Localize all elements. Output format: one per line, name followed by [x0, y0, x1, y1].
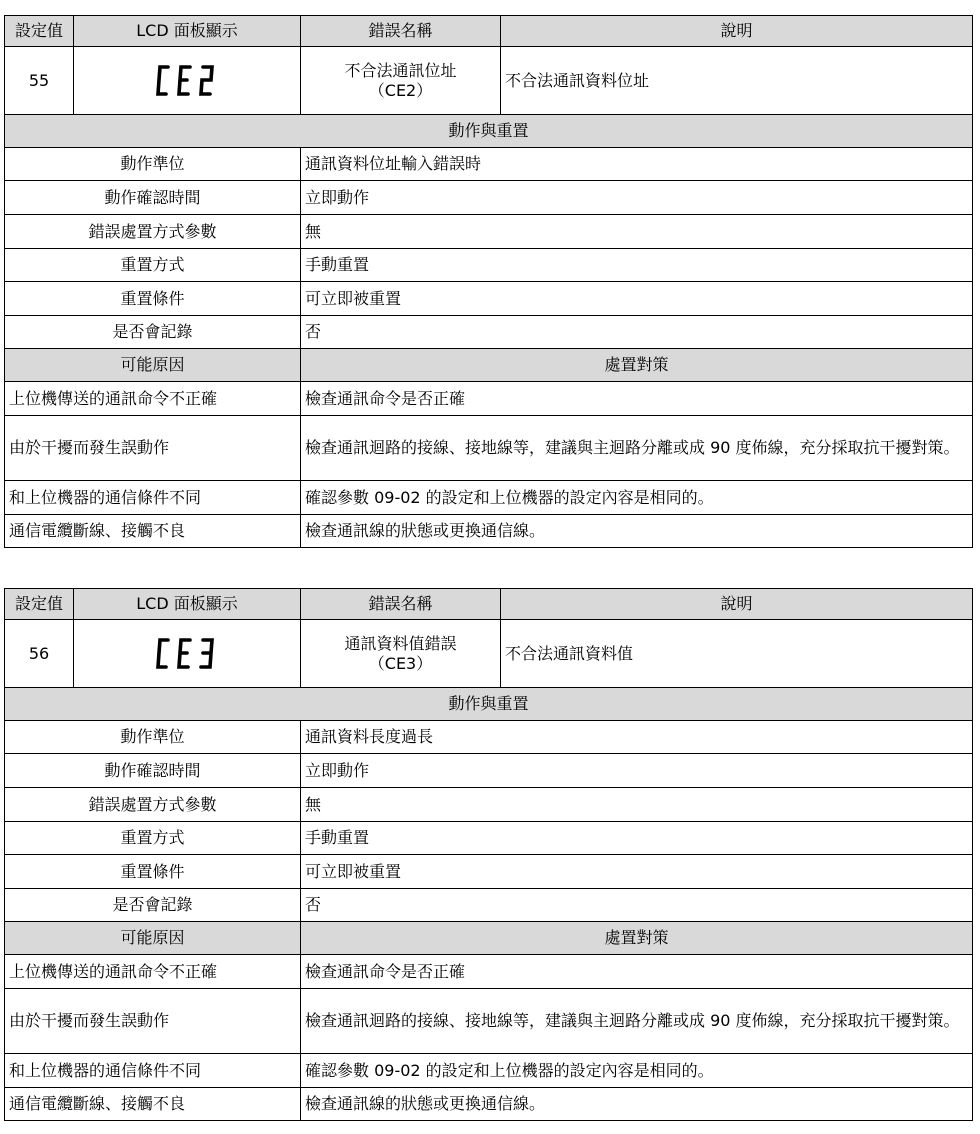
lcd-ce2-display [154, 64, 220, 98]
cause-row [5, 416, 973, 481]
detail-value: 無 [301, 788, 973, 822]
cause-header: 可能原因 [5, 349, 301, 382]
cause-row [5, 955, 973, 989]
detail-row [5, 282, 973, 316]
error-name [301, 47, 501, 115]
lcd-ce3-display [154, 637, 220, 671]
cause-row [5, 382, 973, 416]
detail-label: 重置條件 [5, 855, 301, 889]
detail-label: 動作準位 [5, 148, 301, 181]
detail-value: 否 [301, 316, 973, 349]
detail-value: 可立即被重置 [301, 282, 973, 316]
detail-row [5, 889, 973, 922]
detail-value: 通訊資料位址輸入錯誤時 [301, 148, 973, 181]
cause-header-row [5, 349, 973, 382]
section-title: 動作與重置 [5, 688, 973, 721]
solution-text: 檢查通訊命令是否正確 [301, 382, 973, 416]
detail-value: 立即動作 [301, 181, 973, 215]
header-error-name: 錯誤名稱 [301, 589, 501, 620]
error-summary-row [5, 47, 973, 115]
error-name-line2: （CE3） [368, 653, 433, 673]
header-row [5, 16, 973, 47]
solution-text: 確認參數 09-02 的設定和上位機器的設定內容是相同的。 [301, 481, 973, 515]
detail-value: 手動重置 [301, 822, 973, 855]
detail-row [5, 754, 973, 788]
header-row [5, 589, 973, 620]
solution-text: 確認參數 09-02 的設定和上位機器的設定內容是相同的。 [301, 1054, 973, 1088]
solution-text: 檢查通訊迴路的接線、接地線等，建議與主迴路分離或成 90 度佈線，充分採取抗干擾對策。 [301, 989, 973, 1054]
error-name-line1: 通訊資料值錯誤 [344, 633, 457, 653]
detail-row [5, 148, 973, 181]
detail-value: 無 [301, 215, 973, 249]
section-row [5, 115, 973, 148]
detail-value: 通訊資料長度過長 [301, 721, 973, 754]
error-name-line1: 不合法通訊位址 [344, 60, 457, 80]
header-error-name: 錯誤名稱 [301, 16, 501, 47]
header-lcd: LCD 面板顯示 [74, 16, 301, 47]
section-row [5, 688, 973, 721]
detail-label: 重置方式 [5, 822, 301, 855]
section-title: 動作與重置 [5, 115, 973, 148]
error-table-ce2 [4, 15, 973, 548]
lcd-display [74, 47, 301, 115]
detail-label: 重置方式 [5, 249, 301, 282]
header-set-value: 設定值 [5, 589, 74, 620]
solution-text: 檢查通訊命令是否正確 [301, 955, 973, 989]
detail-value: 否 [301, 889, 973, 922]
set-value: 56 [5, 620, 74, 688]
detail-row [5, 855, 973, 889]
error-summary-row [5, 620, 973, 688]
cause-text: 上位機傳送的通訊命令不正確 [5, 382, 301, 416]
solution-text: 檢查通訊迴路的接線、接地線等，建議與主迴路分離或成 90 度佈線，充分採取抗干擾對策。 [301, 416, 973, 481]
cause-text: 和上位機器的通信條件不同 [5, 1054, 301, 1088]
cause-row [5, 515, 973, 548]
detail-row [5, 249, 973, 282]
detail-value: 手動重置 [301, 249, 973, 282]
detail-label: 動作準位 [5, 721, 301, 754]
action-header: 處置對策 [301, 922, 973, 955]
cause-row [5, 989, 973, 1054]
detail-row [5, 788, 973, 822]
detail-label: 重置條件 [5, 282, 301, 316]
detail-row [5, 822, 973, 855]
detail-label: 動作確認時間 [5, 754, 301, 788]
solution-text: 檢查通訊線的狀態或更換通信線。 [301, 1088, 973, 1121]
error-description: 不合法通訊資料值 [501, 620, 973, 688]
cause-text: 上位機傳送的通訊命令不正確 [5, 955, 301, 989]
error-description: 不合法通訊資料位址 [501, 47, 973, 115]
detail-row [5, 181, 973, 215]
header-lcd: LCD 面板顯示 [74, 589, 301, 620]
detail-row [5, 721, 973, 754]
cause-header: 可能原因 [5, 922, 301, 955]
detail-label: 是否會記錄 [5, 316, 301, 349]
error-table-ce3 [4, 588, 973, 1121]
action-header: 處置對策 [301, 349, 973, 382]
cause-text: 和上位機器的通信條件不同 [5, 481, 301, 515]
detail-label: 錯誤處置方式參數 [5, 215, 301, 249]
header-description: 說明 [501, 589, 973, 620]
cause-row [5, 1054, 973, 1088]
header-description: 說明 [501, 16, 973, 47]
detail-row [5, 316, 973, 349]
solution-text: 檢查通訊線的狀態或更換通信線。 [301, 515, 973, 548]
set-value: 55 [5, 47, 74, 115]
cause-text: 由於干擾而發生誤動作 [5, 416, 301, 481]
header-set-value: 設定值 [5, 16, 74, 47]
error-name-line2: （CE2） [368, 80, 433, 100]
cause-row [5, 481, 973, 515]
cause-header-row [5, 922, 973, 955]
cause-row [5, 1088, 973, 1121]
lcd-display [74, 620, 301, 688]
cause-text: 由於干擾而發生誤動作 [5, 989, 301, 1054]
error-name [301, 620, 501, 688]
cause-text: 通信電纜斷線、接觸不良 [5, 515, 301, 548]
detail-value: 可立即被重置 [301, 855, 973, 889]
detail-value: 立即動作 [301, 754, 973, 788]
detail-label: 動作確認時間 [5, 181, 301, 215]
detail-row [5, 215, 973, 249]
detail-label: 是否會記錄 [5, 889, 301, 922]
cause-text: 通信電纜斷線、接觸不良 [5, 1088, 301, 1121]
detail-label: 錯誤處置方式參數 [5, 788, 301, 822]
